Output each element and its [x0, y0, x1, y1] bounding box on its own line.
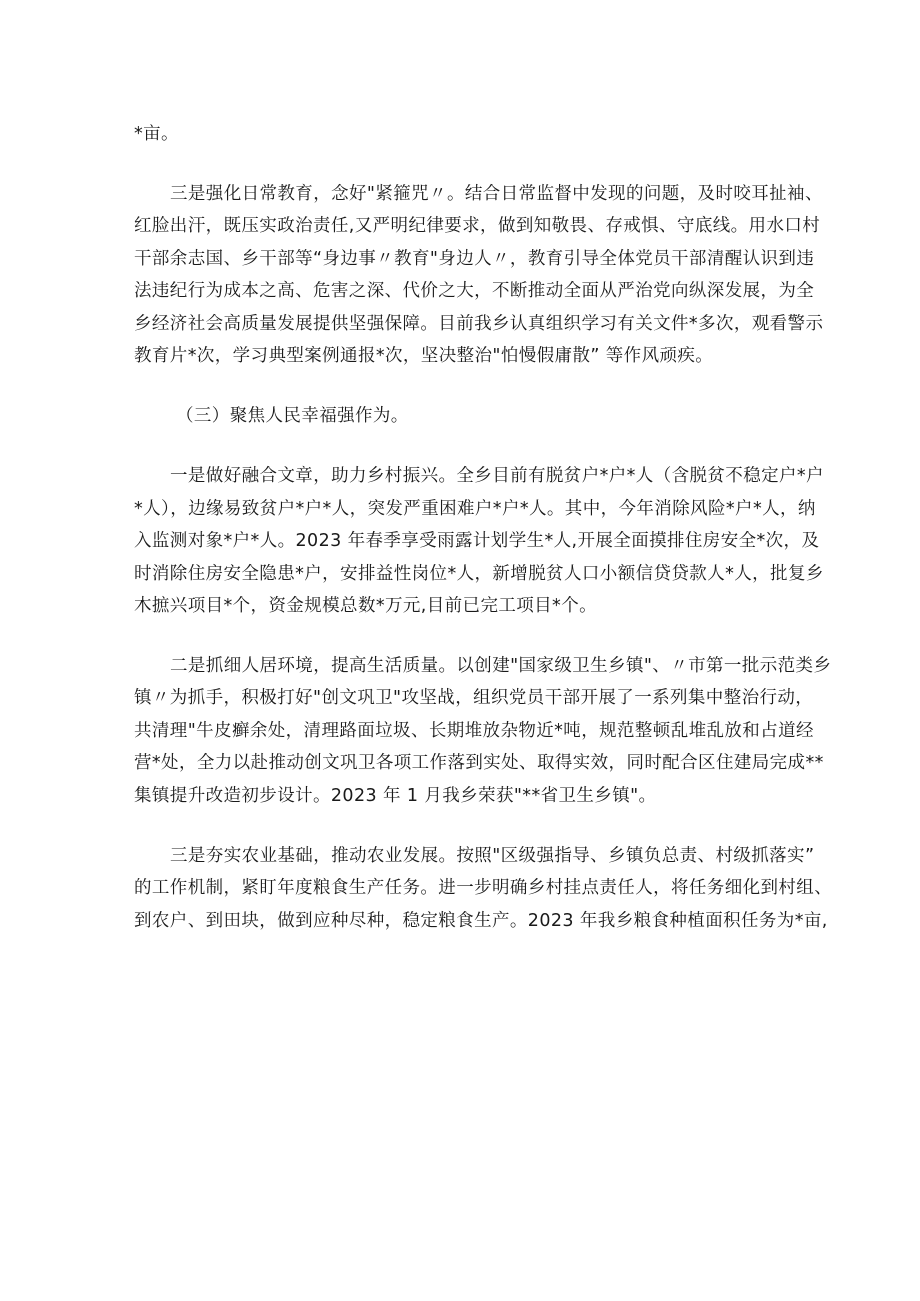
- text-line: 法违纪行为成本之高、危害之深、代价之大，不断推动全面从严治党向纵深发展，为全: [134, 281, 815, 301]
- text-line: 共清理"牛皮癣余处，清理路面垃圾、长期堆放杂物近*吨，规范整顿乱堆乱放和占道经: [134, 721, 814, 741]
- text-line: 镇〃为抓手，积极打好"创文巩卫"攻坚战，组织党员干部开展了一系列集中整治行动，: [134, 688, 814, 708]
- text-line: 入监测对象*户*人。2023 年春季享受雨露计划学生*人,开展全面摸排住房安全*次，及: [134, 531, 820, 551]
- text-line: 木摭兴项目*个，资金规模总数*万元,目前已完工项目*个。: [134, 596, 598, 616]
- text-line: 一是做好融合文章，助力乡村振兴。全乡目前有脱贫户*户*人（含脱贫不稳定户*户: [170, 466, 824, 486]
- text-line: 红脸出汗，既压实政治责任,又严明纪律要求，做到知敬畏、存戒惧、守底线。用水口村: [134, 216, 821, 236]
- text-line: 教育片*次，学习典型案例通报*次，坚决整治"怕慢假庸散” 等作风顽疾。: [134, 346, 714, 366]
- text-line: 营*处，全力以赴推动创文巩卫各项工作落到实处、取得实效，同时配合区住建局完成**: [134, 753, 824, 773]
- text-line: 二是抓细人居环境，提高生活质量。以创建"国家级卫生乡镇"、〃市第一批示范类乡: [170, 656, 832, 676]
- text-line: 三是强化日常教育，念好"紧箍咒〃。结合日常监督中发现的问题，及时咬耳扯袖、: [170, 184, 823, 204]
- text-line: *人），边缘易致贫户*户*人，突发严重困难户*户*人。其中，今年消除风险*户*人，纳: [134, 499, 816, 519]
- text-line: *亩。: [134, 124, 179, 144]
- text-line: 三是夯实农业基础，推动农业发展。按照"区级强指导、乡镇负总责、村级抓落实”: [170, 846, 815, 866]
- text-line: 时消除住房安全隐患*户，安排益性岗位*人，新增脱贫人口小额信贷贷款人*人，批复乡: [134, 564, 824, 584]
- text-line: 干部余志国、乡干部等“身边事〃教育"身边人〃，教育引导全体党员干部清醒认识到违: [134, 249, 815, 269]
- text-line: 集镇提升改造初步设计。2023 年 1 月我乡荣获"**省卫生乡镇"。: [134, 786, 657, 806]
- text-line: 到农户、到田块，做到应种尽种，稳定粮食生产。2023 年我乡粮食种植面积任务为*亩,: [134, 911, 828, 931]
- text-line: 的工作机制，紧盯年度粮食生产任务。进一步明确乡村挂点责任人，将任务细化到村组、: [134, 878, 833, 898]
- text-line: 乡经济社会高质量发展提供坚强保障。目前我乡认真组织学习有关文件*多次，观看警示: [134, 314, 824, 334]
- section-heading: （三）聚焦人民幸福强作为。: [176, 406, 409, 426]
